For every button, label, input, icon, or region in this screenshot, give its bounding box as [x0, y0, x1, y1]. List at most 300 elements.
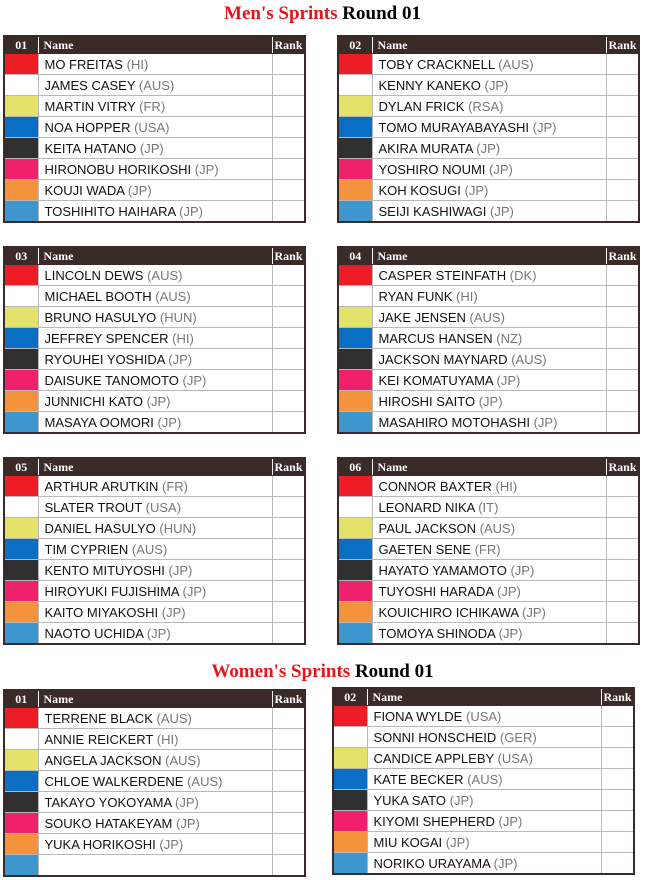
- rider-cell: [367, 853, 601, 875]
- rider-cell: [38, 96, 272, 117]
- rider-cell: [372, 391, 606, 412]
- rider-name: TAKAYO YOKOYAMA: [44, 794, 172, 810]
- heat-header-row: [4, 247, 305, 265]
- rider-row: [4, 560, 305, 581]
- jersey-color-swatch: [338, 286, 372, 307]
- jersey-color-swatch: [333, 727, 367, 748]
- rider-country: (JP): [522, 604, 546, 620]
- rank-cell[interactable]: [606, 117, 639, 138]
- rank-cell[interactable]: [272, 180, 305, 201]
- rider-name: KOH KOSUGI: [378, 182, 461, 198]
- rider-country: (AUS): [131, 541, 168, 557]
- rider-row: [338, 265, 639, 286]
- rider-name: HIROSHI SAITO: [378, 393, 476, 409]
- mens-heat-03-table: [3, 246, 306, 434]
- rider-name: SONNI HONSCHEID: [373, 729, 497, 745]
- rider-cell: [38, 771, 272, 792]
- heat-number: 03: [4, 247, 38, 265]
- rank-column-header: Rank: [606, 247, 639, 265]
- rank-cell[interactable]: [606, 201, 639, 223]
- rank-cell[interactable]: [606, 518, 639, 539]
- rider-country: (JP): [146, 625, 171, 641]
- rider-country: (JP): [157, 414, 182, 430]
- rank-cell[interactable]: [272, 708, 305, 729]
- rank-cell[interactable]: [272, 391, 305, 412]
- rider-country: (HI): [172, 330, 194, 346]
- rank-cell[interactable]: [606, 539, 639, 560]
- rank-cell[interactable]: [272, 771, 305, 792]
- rank-column-header: Rank: [272, 36, 305, 54]
- rider-cell: [372, 518, 606, 539]
- rider-row: [338, 286, 639, 307]
- jersey-color-swatch: [333, 706, 367, 727]
- mens-heat-01-table: [3, 35, 306, 223]
- rider-cell: [38, 708, 272, 729]
- rider-cell: [372, 328, 606, 349]
- rider-cell: [38, 75, 272, 96]
- rank-cell[interactable]: [272, 518, 305, 539]
- jersey-color-swatch: [333, 832, 367, 853]
- rider-cell: [367, 748, 601, 769]
- rider-row: [4, 792, 305, 813]
- rank-cell[interactable]: [272, 75, 305, 96]
- womens-heat-02-table: [332, 687, 635, 875]
- rider-cell: [372, 602, 606, 623]
- rider-name: TOMOYA SHINODA: [378, 625, 496, 641]
- rider-country: (JP): [476, 140, 501, 156]
- rider-name: TOBY CRACKNELL: [378, 56, 495, 72]
- rider-country: (JP): [182, 583, 207, 599]
- mens-heat-05-table: [3, 457, 306, 645]
- rank-cell[interactable]: [606, 328, 639, 349]
- rank-cell[interactable]: [272, 750, 305, 771]
- rider-country: (JP): [533, 414, 558, 430]
- rider-cell: [38, 518, 272, 539]
- name-column-header: Name: [38, 247, 272, 265]
- rank-cell[interactable]: [606, 391, 639, 412]
- rider-country: (JP): [489, 161, 513, 177]
- rider-name: MIU KOGAI: [373, 834, 443, 850]
- rank-cell[interactable]: [272, 265, 305, 286]
- jersey-color-swatch: [333, 790, 367, 811]
- rider-row: [4, 370, 305, 391]
- rank-cell[interactable]: [272, 286, 305, 307]
- jersey-color-swatch: [4, 180, 38, 201]
- rider-row: [4, 349, 305, 370]
- jersey-color-swatch: [333, 769, 367, 790]
- heat-number: 04: [338, 247, 372, 265]
- rank-cell[interactable]: [601, 706, 634, 727]
- jersey-color-swatch: [338, 623, 372, 645]
- rank-cell[interactable]: [606, 159, 639, 180]
- rider-name: MARCUS HANSEN: [378, 330, 493, 346]
- rider-row: [4, 813, 305, 834]
- heat-number: 01: [4, 36, 38, 54]
- name-column-header: Name: [372, 36, 606, 54]
- rider-row: [338, 75, 639, 96]
- rider-cell: [38, 581, 272, 602]
- rank-cell[interactable]: [606, 349, 639, 370]
- rider-row: [4, 96, 305, 117]
- jersey-color-swatch: [4, 792, 38, 813]
- heat-header-row: [338, 458, 639, 476]
- mens-heat-02-table: [337, 35, 640, 223]
- rank-cell[interactable]: [601, 832, 634, 853]
- rank-cell[interactable]: [272, 328, 305, 349]
- jersey-color-swatch: [4, 476, 38, 497]
- mens-sprints-title: [0, 3, 645, 25]
- rider-country: (AUS): [498, 56, 534, 72]
- rider-row: [338, 54, 639, 75]
- rider-cell: [372, 560, 606, 581]
- rider-row: [338, 391, 639, 412]
- rider-row: [338, 581, 639, 602]
- rider-name: DANIEL HASULYO: [44, 520, 156, 536]
- rider-name: JUNNICHI KATO: [44, 393, 143, 409]
- rider-name: CONNOR BAXTER: [378, 478, 492, 494]
- rider-name: LEONARD NIKA: [378, 499, 475, 515]
- rank-cell[interactable]: [601, 748, 634, 769]
- rider-row: [4, 750, 305, 771]
- rider-row: [4, 286, 305, 307]
- rider-cell: [38, 328, 272, 349]
- rider-cell: [38, 265, 272, 286]
- rank-cell[interactable]: [272, 813, 305, 834]
- jersey-color-swatch: [338, 265, 372, 286]
- rider-name: NOA HOPPER: [44, 119, 131, 135]
- rider-cell: [38, 623, 272, 645]
- rank-cell[interactable]: [606, 476, 639, 497]
- rider-name: JAMES CASEY: [44, 77, 136, 93]
- rider-country: (JP): [496, 583, 521, 599]
- rider-cell: [372, 201, 606, 223]
- rank-cell[interactable]: [272, 159, 305, 180]
- rider-cell: [38, 180, 272, 201]
- heat-number: 02: [338, 36, 372, 54]
- rider-name: KENNY KANEKO: [378, 77, 481, 93]
- jersey-color-swatch: [4, 708, 38, 729]
- rider-row: [4, 771, 305, 792]
- rider-name: TERRENE BLACK: [44, 710, 153, 726]
- name-column-header: Name: [38, 458, 272, 476]
- rider-name: MASAYA OOMORI: [44, 414, 154, 430]
- rider-name: FIONA WYLDE: [373, 708, 463, 724]
- jersey-color-swatch: [338, 518, 372, 539]
- rider-cell: [38, 729, 272, 750]
- rank-cell[interactable]: [606, 96, 639, 117]
- rank-cell[interactable]: [606, 623, 639, 645]
- rank-cell[interactable]: [272, 476, 305, 497]
- rider-country: (AUS): [155, 288, 191, 304]
- rank-cell[interactable]: [601, 727, 634, 748]
- rank-cell[interactable]: [272, 792, 305, 813]
- rider-name: NORIKO URAYAMA: [373, 855, 491, 871]
- jersey-color-swatch: [4, 581, 38, 602]
- rider-row: [338, 623, 639, 645]
- rank-cell[interactable]: [272, 539, 305, 560]
- rider-name: TUYOSHI HARADA: [378, 583, 494, 599]
- jersey-color-swatch: [338, 180, 372, 201]
- rider-row: [338, 159, 639, 180]
- jersey-color-swatch: [4, 834, 38, 855]
- jersey-color-swatch: [338, 349, 372, 370]
- rider-country: (JP): [445, 834, 470, 850]
- rider-cell: [372, 539, 606, 560]
- jersey-color-swatch: [338, 370, 372, 391]
- rider-country: (JP): [175, 815, 200, 831]
- rank-cell[interactable]: [272, 729, 305, 750]
- rank-cell[interactable]: [601, 769, 634, 790]
- rider-row: [4, 476, 305, 497]
- heat-number: 05: [4, 458, 38, 476]
- rider-country: (JP): [498, 813, 523, 829]
- rider-name: MO FREITAS: [44, 56, 123, 72]
- rank-cell[interactable]: [272, 581, 305, 602]
- rider-row: [4, 328, 305, 349]
- rider-cell: [38, 117, 272, 138]
- rider-row: [4, 623, 305, 645]
- heat-header-row: [4, 690, 305, 708]
- rider-cell: [38, 476, 272, 497]
- rank-cell[interactable]: [606, 560, 639, 581]
- rider-country: (JP): [175, 794, 199, 810]
- rider-cell: [367, 790, 601, 811]
- rider-name: JEFFREY SPENCER: [44, 330, 169, 346]
- rider-cell: [38, 813, 272, 834]
- rider-name: KEITA HATANO: [44, 140, 137, 156]
- jersey-color-swatch: [4, 286, 38, 307]
- rider-cell: [38, 560, 272, 581]
- rider-name: RYOUHEI YOSHIDA: [44, 351, 165, 367]
- rider-country: (USA): [465, 708, 502, 724]
- rider-name: PAUL JACKSON: [378, 520, 477, 536]
- rider-row: [338, 497, 639, 518]
- heat-header-row: [333, 688, 634, 706]
- rank-cell[interactable]: [272, 497, 305, 518]
- rank-cell[interactable]: [606, 602, 639, 623]
- jersey-color-swatch: [333, 853, 367, 875]
- rank-cell[interactable]: [272, 117, 305, 138]
- rider-country: (AUS): [511, 351, 547, 367]
- rider-cell: [372, 476, 606, 497]
- rider-name: JAKE JENSEN: [378, 309, 466, 325]
- rider-name: MICHAEL BOOTH: [44, 288, 152, 304]
- rider-cell: [372, 54, 606, 75]
- rider-row: [338, 328, 639, 349]
- rider-name: KAITO MIYAKOSHI: [44, 604, 159, 620]
- jersey-color-swatch: [333, 811, 367, 832]
- rider-cell: [38, 307, 272, 328]
- rider-name: HIROYUKI FUJISHIMA: [44, 583, 179, 599]
- rider-country: (IT): [478, 499, 499, 515]
- jersey-color-swatch: [4, 623, 38, 645]
- rider-cell: [372, 265, 606, 286]
- womens-heat-01-table: [3, 689, 306, 877]
- jersey-color-swatch: [338, 412, 372, 434]
- rider-country: (JP): [179, 203, 203, 219]
- rider-name: BRUNO HASULYO: [44, 309, 157, 325]
- rank-cell[interactable]: [272, 602, 305, 623]
- rank-cell[interactable]: [606, 180, 639, 201]
- rank-cell[interactable]: [606, 286, 639, 307]
- jersey-color-swatch: [338, 307, 372, 328]
- rider-cell: [38, 539, 272, 560]
- rank-cell[interactable]: [272, 96, 305, 117]
- rider-country: (FR): [474, 541, 501, 557]
- rider-row: [4, 201, 305, 223]
- rider-country: (JP): [161, 604, 186, 620]
- rider-name: ANNIE REICKERT: [44, 731, 154, 747]
- rider-cell: [367, 811, 601, 832]
- rider-row: [4, 602, 305, 623]
- rider-cell: [38, 370, 272, 391]
- rider-cell: [38, 286, 272, 307]
- rank-cell[interactable]: [606, 412, 639, 434]
- rider-country: (GER): [499, 729, 537, 745]
- jersey-color-swatch: [4, 518, 38, 539]
- rider-name: MASAHIRO MOTOHASHI: [378, 414, 530, 430]
- rider-name: SLATER TROUT: [44, 499, 143, 515]
- rank-cell[interactable]: [272, 623, 305, 645]
- rank-column-header: Rank: [601, 688, 634, 706]
- jersey-color-swatch: [338, 497, 372, 518]
- rider-row: [338, 539, 639, 560]
- rank-cell[interactable]: [272, 349, 305, 370]
- rider-row: [338, 180, 639, 201]
- rank-cell[interactable]: [606, 265, 639, 286]
- rider-country: (AUS): [138, 77, 175, 93]
- rider-country: (AUS): [156, 710, 192, 726]
- rider-row: [4, 729, 305, 750]
- rank-cell[interactable]: [601, 790, 634, 811]
- rider-row: [338, 602, 639, 623]
- rider-country: (HI): [495, 478, 518, 494]
- rider-name: DAISUKE TANOMOTO: [44, 372, 179, 388]
- rank-cell[interactable]: [606, 581, 639, 602]
- rank-cell[interactable]: [601, 811, 634, 832]
- rider-row: [338, 349, 639, 370]
- rider-cell: [367, 706, 601, 727]
- rank-cell[interactable]: [272, 834, 305, 855]
- rider-name: HAYATO YAMAMOTO: [378, 562, 507, 578]
- rank-cell[interactable]: [272, 855, 305, 877]
- rank-cell[interactable]: [606, 138, 639, 159]
- rider-cell: [372, 581, 606, 602]
- jersey-color-swatch: [338, 560, 372, 581]
- rider-name: TIM CYPRIEN: [44, 541, 129, 557]
- rank-cell[interactable]: [606, 54, 639, 75]
- heat-number: 06: [338, 458, 372, 476]
- jersey-color-swatch: [338, 391, 372, 412]
- rank-cell[interactable]: [601, 853, 634, 875]
- rider-cell: [38, 750, 272, 771]
- rider-name: CHLOE WALKERDENE: [44, 773, 184, 789]
- rider-cell: [372, 75, 606, 96]
- rider-row: [333, 706, 634, 727]
- rider-name: KATE BECKER: [373, 771, 464, 787]
- rider-row: [338, 518, 639, 539]
- rider-row: [4, 497, 305, 518]
- rider-row: [338, 96, 639, 117]
- jersey-color-swatch: [4, 412, 38, 434]
- jersey-color-swatch: [4, 96, 38, 117]
- rank-cell[interactable]: [272, 370, 305, 391]
- rider-country: (JP): [139, 140, 164, 156]
- womens-title-event: Women's Sprints: [211, 661, 351, 682]
- rider-row: [4, 708, 305, 729]
- rank-cell[interactable]: [272, 54, 305, 75]
- rider-country: (HI): [126, 56, 149, 72]
- rider-name: RYAN FUNK: [378, 288, 453, 304]
- rider-name: YUKA SATO: [373, 792, 446, 808]
- rider-cell: [372, 412, 606, 434]
- rider-row: [4, 834, 305, 855]
- heat-number: 02: [333, 688, 367, 706]
- jersey-color-swatch: [4, 497, 38, 518]
- heat-header-row: [4, 36, 305, 54]
- jersey-color-swatch: [338, 602, 372, 623]
- rider-cell: [38, 201, 272, 223]
- rider-country: (JP): [496, 372, 521, 388]
- rider-cell: [38, 349, 272, 370]
- rank-cell[interactable]: [606, 497, 639, 518]
- rider-country: (JP): [182, 372, 207, 388]
- jersey-color-swatch: [4, 201, 38, 223]
- rank-cell[interactable]: [272, 560, 305, 581]
- rider-country: (HI): [456, 288, 478, 304]
- rank-cell[interactable]: [272, 307, 305, 328]
- rider-country: (JP): [449, 792, 474, 808]
- rank-cell[interactable]: [272, 201, 305, 223]
- rider-row: [4, 265, 305, 286]
- name-column-header: Name: [372, 458, 606, 476]
- rider-row: [4, 518, 305, 539]
- rider-cell: [372, 286, 606, 307]
- rider-country: (JP): [490, 203, 514, 219]
- rider-row: [333, 811, 634, 832]
- rider-row: [333, 853, 634, 875]
- rider-row: [333, 727, 634, 748]
- name-column-header: Name: [38, 36, 272, 54]
- rank-column-header: Rank: [272, 458, 305, 476]
- jersey-color-swatch: [4, 54, 38, 75]
- jersey-color-swatch: [338, 581, 372, 602]
- rank-cell[interactable]: [272, 412, 305, 434]
- rider-row: [4, 180, 305, 201]
- rider-cell: [38, 602, 272, 623]
- rank-cell[interactable]: [606, 75, 639, 96]
- rider-row: [4, 75, 305, 96]
- jersey-color-swatch: [4, 813, 38, 834]
- rider-cell: [38, 412, 272, 434]
- heat-header-row: [338, 247, 639, 265]
- rank-column-header: Rank: [272, 247, 305, 265]
- rank-cell[interactable]: [606, 370, 639, 391]
- rider-country: (FR): [162, 478, 189, 494]
- mens-title-round: Round 01: [337, 3, 421, 24]
- rider-name: SOUKO HATAKEYAM: [44, 815, 173, 831]
- rider-row: [338, 307, 639, 328]
- rider-row: [338, 560, 639, 581]
- rider-name: CANDICE APPLEBY: [373, 750, 494, 766]
- jersey-color-swatch: [4, 729, 38, 750]
- rank-cell[interactable]: [606, 307, 639, 328]
- rank-column-header: Rank: [606, 36, 639, 54]
- rider-country: (FR): [139, 98, 166, 114]
- rider-row: [333, 748, 634, 769]
- rank-cell[interactable]: [272, 138, 305, 159]
- rider-name: YOSHIRO NOUMI: [378, 161, 486, 177]
